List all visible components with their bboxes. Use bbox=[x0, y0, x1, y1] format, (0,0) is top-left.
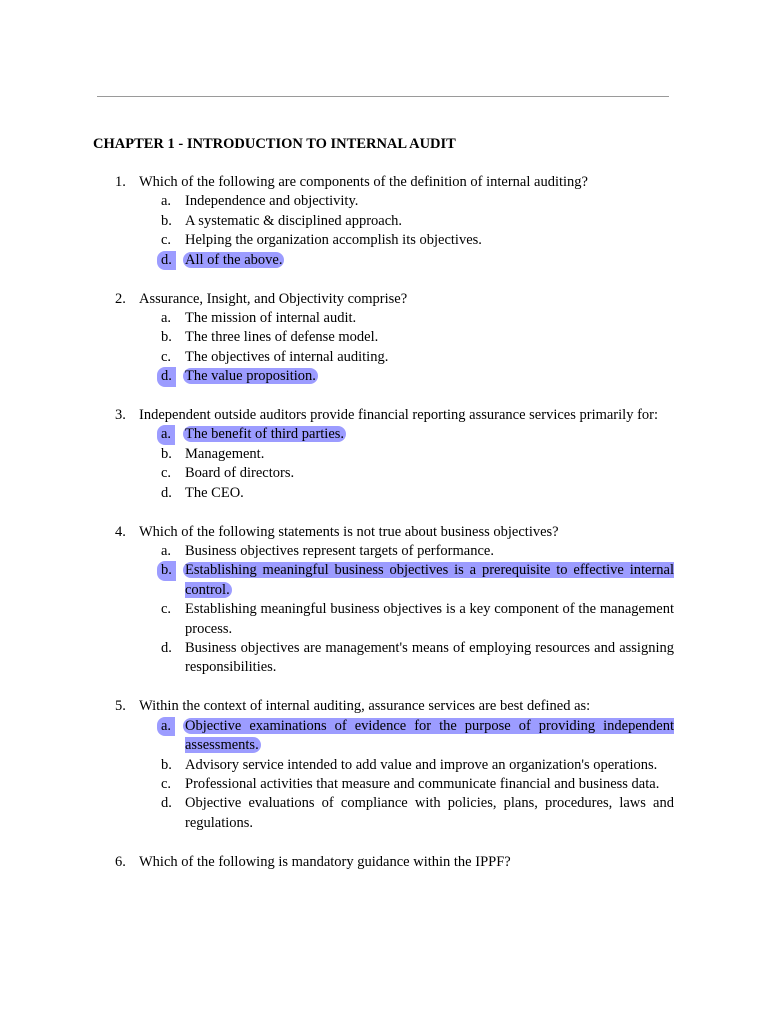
option-text-wrap bbox=[185, 309, 674, 328]
question-text: Assurance, Insight, and Objectivity comprise? bbox=[139, 290, 408, 307]
option-text: A systematic & disciplined approach. bbox=[185, 212, 403, 229]
option-text: Professional activities that measure and communicate financial and business data. bbox=[185, 775, 660, 792]
question-number: 3. bbox=[115, 407, 126, 424]
option-text: Board of directors. bbox=[185, 465, 295, 482]
option-letter: c. bbox=[161, 601, 172, 618]
option-text-wrap bbox=[185, 561, 674, 600]
option-text-wrap bbox=[185, 639, 674, 678]
option-text-wrap bbox=[185, 367, 674, 386]
answer-option-a bbox=[158, 542, 674, 561]
option-letter: d. bbox=[157, 251, 176, 270]
answer-option-a bbox=[158, 717, 674, 756]
answer-option-c bbox=[158, 775, 674, 794]
answer-option-b bbox=[158, 212, 674, 231]
option-letter: d. bbox=[157, 367, 176, 386]
answer-option-c bbox=[158, 464, 674, 483]
question-list bbox=[0, 173, 768, 892]
option-text: Advisory service intended to add value and improve an organization's operations. bbox=[185, 756, 658, 773]
answer-options bbox=[0, 192, 768, 270]
answer-option-a bbox=[158, 309, 674, 328]
option-text: Helping the organization accomplish its objectives. bbox=[185, 232, 482, 249]
answer-option-b bbox=[158, 445, 674, 464]
option-text: The mission of internal audit. bbox=[185, 309, 357, 326]
highlighted-answer-text: The value proposition. bbox=[185, 368, 316, 385]
answer-option-b bbox=[158, 328, 674, 347]
question-number: 2. bbox=[115, 290, 126, 307]
question-5 bbox=[0, 697, 768, 833]
option-letter: a. bbox=[161, 193, 172, 210]
question-number: 4. bbox=[115, 523, 126, 540]
option-letter: a. bbox=[157, 425, 175, 444]
question-text: Which of the following is mandatory guidance within the IPPF? bbox=[139, 853, 511, 870]
answer-option-d bbox=[158, 251, 674, 270]
option-text: The three lines of defense model. bbox=[185, 329, 379, 346]
option-letter: b. bbox=[157, 561, 176, 580]
option-text-wrap bbox=[185, 212, 674, 231]
option-letter: d. bbox=[161, 795, 172, 812]
option-text-wrap bbox=[185, 794, 674, 833]
option-text-wrap bbox=[185, 251, 674, 270]
option-text-wrap bbox=[185, 542, 674, 561]
answer-option-d bbox=[158, 367, 674, 386]
answer-option-c bbox=[158, 348, 674, 367]
answer-option-a bbox=[158, 192, 674, 211]
question-number: 6. bbox=[115, 853, 126, 870]
option-text-wrap bbox=[185, 328, 674, 347]
option-text-wrap bbox=[185, 717, 674, 756]
highlighted-answer-text: Objective examinations of evidence for the purpose of providing independent assessments. bbox=[185, 717, 674, 754]
question-text: Independent outside auditors provide financial reporting assurance services primarily for: bbox=[139, 407, 659, 424]
question-1 bbox=[0, 173, 768, 270]
highlighted-answer-text: Establishing meaningful business objectives is a prerequisite to effective internal control. bbox=[185, 562, 674, 598]
option-text: Objective evaluations of compliance with policies, plans, procedures, laws and regulations. bbox=[185, 795, 674, 831]
option-text: The objectives of internal auditing. bbox=[185, 348, 389, 365]
question-number: 5. bbox=[115, 698, 126, 715]
answer-option-d bbox=[158, 794, 674, 833]
option-letter: c. bbox=[161, 348, 172, 365]
option-letter: c. bbox=[161, 465, 172, 482]
answer-option-c bbox=[158, 231, 674, 250]
header-rule bbox=[97, 96, 669, 97]
answer-option-d bbox=[158, 484, 674, 503]
option-text-wrap bbox=[185, 756, 674, 775]
question-text: Within the context of internal auditing, assurance services are best defined as: bbox=[139, 698, 591, 715]
option-letter: a. bbox=[161, 543, 172, 559]
answer-options bbox=[0, 717, 768, 833]
option-text-wrap bbox=[185, 348, 674, 367]
option-text-wrap bbox=[185, 425, 674, 444]
option-letter: b. bbox=[161, 212, 172, 229]
option-text: Establishing meaningful business objectives is a key component of the management process. bbox=[185, 601, 674, 637]
option-letter: b. bbox=[161, 445, 172, 462]
option-letter: a. bbox=[161, 309, 172, 326]
option-letter: c. bbox=[161, 232, 172, 249]
option-letter: b. bbox=[161, 329, 172, 346]
answer-option-a bbox=[158, 425, 674, 444]
option-text-wrap bbox=[185, 231, 674, 250]
question-4 bbox=[0, 523, 768, 678]
option-letter: d. bbox=[161, 484, 172, 501]
question-3 bbox=[0, 406, 768, 503]
option-letter: b. bbox=[161, 756, 172, 773]
answer-option-d bbox=[158, 639, 674, 678]
answer-options bbox=[0, 309, 768, 387]
option-text-wrap bbox=[185, 484, 674, 503]
answer-options bbox=[0, 542, 768, 678]
option-text: Business objectives represent targets of performance. bbox=[185, 543, 494, 559]
highlighted-answer-text: The benefit of third parties. bbox=[185, 426, 345, 443]
question-text: Which of the following statements is not true about business objectives? bbox=[139, 523, 559, 540]
option-letter: a. bbox=[157, 717, 175, 736]
answer-option-b bbox=[158, 561, 674, 600]
chapter-title: CHAPTER 1 - INTRODUCTION TO INTERNAL AUDIT bbox=[93, 136, 456, 152]
highlighted-answer-text: All of the above. bbox=[185, 251, 283, 268]
question-text: Which of the following are components of the definition of internal auditing? bbox=[139, 174, 588, 190]
option-text: Business objectives are management's means of employing resources and assigning responsibilities. bbox=[185, 640, 674, 676]
question-2 bbox=[0, 290, 768, 387]
answer-option-b bbox=[158, 756, 674, 775]
option-text: Management. bbox=[185, 445, 265, 462]
question-6 bbox=[0, 853, 768, 872]
option-text-wrap bbox=[185, 445, 674, 464]
option-letter: c. bbox=[161, 775, 172, 792]
option-letter: d. bbox=[161, 640, 172, 657]
answer-option-c bbox=[158, 600, 674, 639]
option-text: The CEO. bbox=[185, 484, 244, 501]
question-number: 1. bbox=[115, 174, 126, 190]
option-text-wrap bbox=[185, 464, 674, 483]
option-text-wrap bbox=[185, 775, 674, 794]
answer-options bbox=[0, 425, 768, 503]
option-text-wrap bbox=[185, 600, 674, 639]
option-text: Independence and objectivity. bbox=[185, 193, 359, 210]
option-text-wrap bbox=[185, 192, 674, 211]
